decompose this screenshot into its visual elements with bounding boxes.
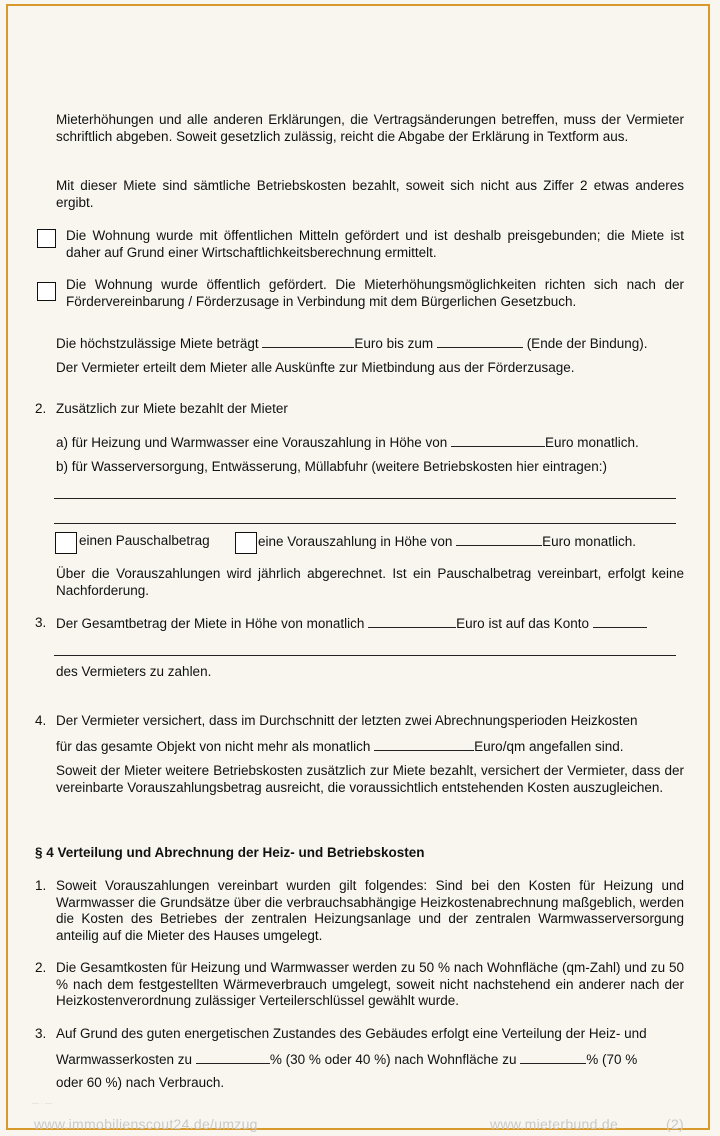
footer-right-url[interactable]: www.mieterbund.de — [490, 1116, 619, 1132]
list4-item1-number: 1. — [35, 878, 47, 893]
list4-item3-line1: Auf Grund des guten energetischen Zustandes des Gebäudes erfolgt eine Verteilung der Heiz- und — [56, 1026, 647, 1041]
section2-item-b — [56, 459, 607, 476]
section3-end: des Vermieters zu zahlen. — [56, 664, 212, 679]
list4-item3-line3: oder 60 %) nach Verbrauch. — [56, 1075, 225, 1090]
item3-text-a: Warmwasserkosten zu — [56, 1052, 193, 1067]
item-b-text: für Wasserversorgung, Entwässerung, Müllabfuhr (weitere Betriebskosten hier eintragen:) — [71, 459, 608, 474]
option-prepayment-suffix: Euro monatlich. — [542, 534, 636, 549]
section4-line2-text-a: für das gesamte Objekt von nicht mehr als monatlich — [56, 739, 371, 754]
section4-number: 4. — [35, 713, 47, 728]
checkbox-public-funds-label: Die Wohnung wurde mit öffentlichen Mitteln gefördert und ist deshalb preisgebunden; die Miete ist daher auf Grund einer Wirtschaftlichkeitsberechnung ermittelt. — [66, 228, 684, 260]
checkbox-publicly-subsidized[interactable] — [37, 282, 56, 301]
operating-costs-entry-line-1[interactable] — [54, 498, 676, 499]
section4-line2 — [56, 738, 624, 756]
heating-prepayment-field[interactable] — [451, 434, 545, 447]
prepayment-amount-field[interactable] — [456, 533, 542, 546]
max-rent-amount-field[interactable] — [262, 335, 354, 348]
heating-cost-per-sqm-field[interactable] — [374, 738, 474, 751]
section2-title: Zusätzlich zur Miete bezahlt der Mieter — [56, 401, 288, 416]
account-entry-line[interactable] — [54, 655, 676, 656]
section3-text-a: Der Gesamtbetrag der Miete in Höhe von monatlich — [56, 616, 365, 631]
list4-item3-number: 3. — [35, 1026, 47, 1041]
living-area-percent-field[interactable] — [196, 1051, 270, 1064]
max-rent-text-a: Die höchstzulässige Miete beträgt — [56, 336, 259, 351]
section3-line — [56, 615, 647, 633]
list4-item1-text: Soweit Vorauszahlungen vereinbart wurden gilt folgendes: Sind bei den Kosten für Heizung und Warmwasser die Grundsätze über die verbrauchsabhängige Heizkostenabrechnung maßgeblich, werden die Kosten des Betriebes der zentralen Heizungsanlage und der zentralen Warmwasserversorgung anteilig auf die Mieter des Hauses umgelegt. — [56, 878, 684, 943]
section4-paragraph: Soweit der Mieter weitere Betriebskosten zusätzlich zur Miete bezahlt, versichert der Vermieter, dass der vereinbarte Vorauszahlungsbetrag ausreicht, die voraussichtlich entstehenden Kosten auszugleichen. — [56, 763, 684, 795]
section-heading-4: § 4 Verteilung und Abrechnung der Heiz- und Betriebskosten — [35, 845, 425, 860]
option-prepayment-label: eine Vorauszahlung in Höhe von — [258, 534, 453, 549]
item3-text-c: % (70 % — [586, 1052, 638, 1067]
list4-item2-text: Die Gesamtkosten für Heizung und Warmwasser werden zu 50 % nach Wohnfläche (qm-Zahl) und zu 50 % nach dem festgestellten Wärmeverbrauch umgelegt, soweit nicht nachstehend ein anderer nach der Heizkostenverordnung zulässiger Verteilerschlüssel gewählt wurde. — [56, 960, 684, 1008]
footer-page-number: (2) — [666, 1116, 685, 1132]
section3-number: 3. — [35, 615, 47, 630]
account-field[interactable] — [593, 615, 647, 628]
item-a-suffix: Euro monatlich. — [545, 435, 639, 450]
section2-item-a — [56, 434, 639, 452]
paragraph-declarations: Mieterhöhungen und alle anderen Erklärungen, die Vertragsänderungen betreffen, muss der Vermieter schriftlich abgeben. Soweit gesetzlich zulässig, reicht die Abgabe der Erklärung in Textform aus. — [56, 112, 684, 144]
footer-left-url[interactable]: www.immobilienscout24.de/umzug — [34, 1116, 258, 1132]
list4-item2-number: 2. — [35, 960, 47, 975]
option-flat-rate-label: einen Pauschalbetrag — [79, 533, 210, 548]
item3-text-b: % (30 % oder 40 %) nach Wohnfläche zu — [269, 1052, 517, 1067]
option-prepayment — [258, 533, 636, 551]
checkbox-prepayment[interactable] — [235, 532, 257, 554]
max-rent-text-b: Euro bis zum — [354, 336, 434, 351]
section4-line2-text-b: Euro/qm angefallen sind. — [474, 739, 624, 754]
faint-stamp: — · — — [32, 1100, 53, 1107]
binding-end-date-field[interactable] — [437, 335, 523, 348]
section2-number: 2. — [35, 401, 47, 416]
operating-costs-entry-line-2[interactable] — [54, 523, 676, 524]
max-rent-line — [56, 335, 648, 353]
checkbox-flat-rate[interactable] — [55, 532, 77, 554]
checkbox-public-funds[interactable] — [37, 229, 56, 248]
consumption-percent-field[interactable] — [520, 1051, 586, 1064]
checkbox-publicly-subsidized-label: Die Wohnung wurde öffentlich gefördert. Die Mieterhöhungsmöglichkeiten richten sich nach der Fördervereinbarung / Förderzusage in Verbindung mit dem Bürgerlichen Gesetzbuch. — [66, 277, 684, 309]
item-a-text: für Heizung und Warmwasser eine Vorauszahlung in Höhe von — [71, 435, 448, 450]
section2-note: Über die Vorauszahlungen wird jährlich abgerechnet. Ist ein Pauschalbetrag vereinbart, erfolgt keine Nachforderung. — [56, 566, 684, 598]
section3-text-b: Euro ist auf das Konto — [456, 616, 590, 631]
list4-item3-line2 — [56, 1051, 637, 1069]
paragraph-operating-costs: Mit dieser Miete sind sämtliche Betriebskosten bezahlt, soweit sich nicht aus Ziffer 2 etwas anderes ergibt. — [56, 178, 684, 210]
item-a-label: a) — [56, 435, 69, 450]
info-line: Der Vermieter erteilt dem Mieter alle Auskünfte zur Mietbindung aus der Förderzusage. — [56, 360, 575, 375]
total-rent-field[interactable] — [368, 615, 456, 628]
section4-line1: Der Vermieter versichert, dass im Durchschnitt der letzten zwei Abrechnungsperioden Heizkosten — [56, 713, 638, 728]
item-b-label: b) — [56, 459, 69, 474]
max-rent-text-c: (Ende der Bindung). — [526, 336, 648, 351]
